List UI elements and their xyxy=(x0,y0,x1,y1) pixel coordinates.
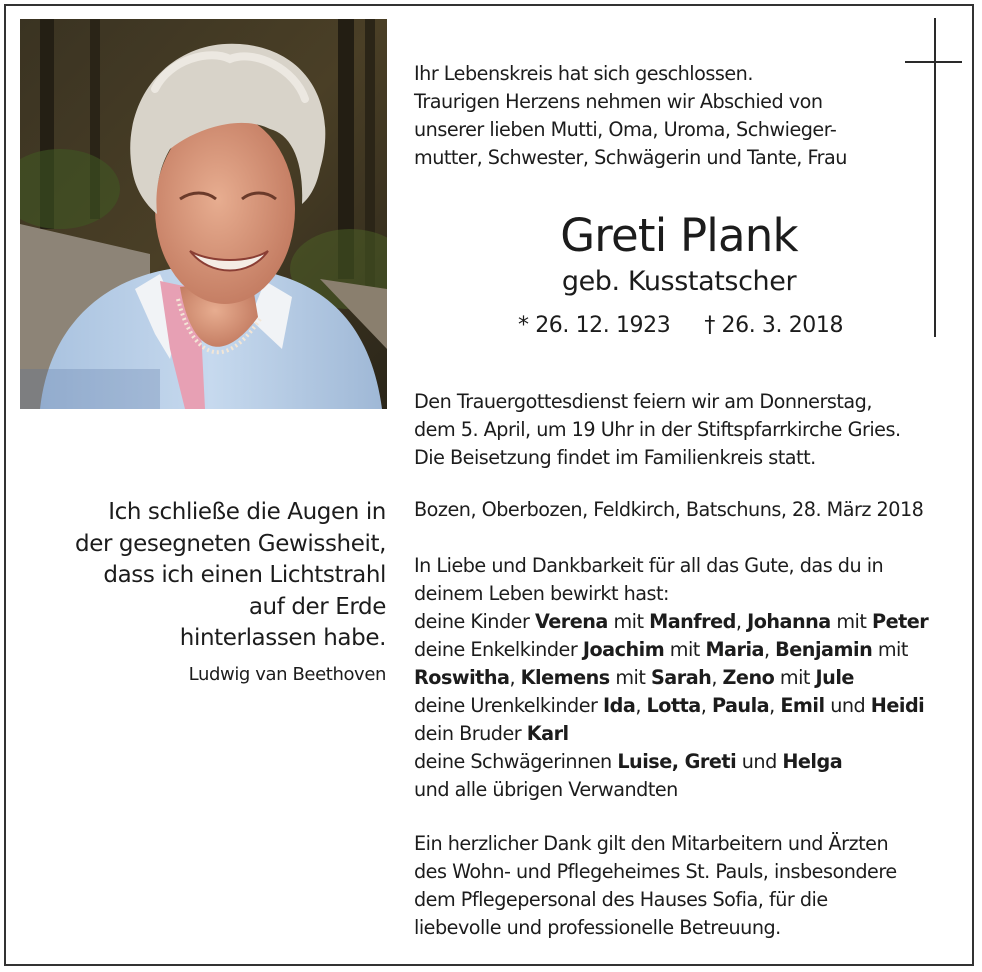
text: , xyxy=(635,694,647,717)
text: , xyxy=(711,666,723,689)
mourner-name: Maria xyxy=(705,638,764,661)
funeral-service-info xyxy=(414,388,954,472)
other-relatives-line: und alle übrigen Verwandten xyxy=(414,778,678,801)
birth-date: * 26. 12. 1923 xyxy=(518,313,671,338)
text: dein Bruder xyxy=(414,722,527,745)
mourner-name: Helga xyxy=(782,750,843,773)
mourner-name: Heidi xyxy=(870,694,925,717)
text: mit xyxy=(872,638,908,661)
mourner-name: Manfred xyxy=(649,610,736,633)
intro-line: mutter, Schwester, Schwägerin und Tante, Frau xyxy=(414,146,847,169)
text: , xyxy=(735,610,748,633)
brother-line xyxy=(414,720,954,748)
deceased-name: Greti Plank xyxy=(560,209,798,262)
intro-line: unserer lieben Mutti, Oma, Uroma, Schwieger- xyxy=(414,118,837,141)
text: mit xyxy=(607,610,650,633)
text: und xyxy=(824,694,871,717)
text: deine Schwägerinnen xyxy=(414,750,618,773)
sisters-in-law-line xyxy=(414,748,954,776)
grandchildren-line xyxy=(414,664,954,692)
text: deine Urenkelkinder xyxy=(414,694,603,717)
thanks-line: des Wohn- und Pflegeheimes St. Pauls, insbesondere xyxy=(414,860,897,883)
service-line: Den Trauergottesdienst feiern wir am Donnerstag, xyxy=(414,390,872,413)
text: deine Kinder xyxy=(414,610,535,633)
text: , xyxy=(700,694,712,717)
grandchildren-line xyxy=(414,636,954,664)
mourners-intro-line: deinem Leben bewirkt hast: xyxy=(414,582,670,605)
quote-line: auf der Erde xyxy=(248,593,386,620)
mourner-name: Verena xyxy=(534,610,608,633)
text: und xyxy=(736,750,783,773)
text: , xyxy=(769,694,781,717)
mourner-name: Karl xyxy=(526,722,569,745)
thanks-text xyxy=(414,830,954,942)
maiden-name: geb. Kusstatscher xyxy=(561,266,797,297)
life-dates xyxy=(518,311,898,341)
mourner-name: Joachim xyxy=(582,638,665,661)
place-and-date: Bozen, Oberbozen, Feldkirch, Batschuns, 28. März 2018 xyxy=(414,498,924,521)
quote-line: dass ich einen Lichtstrahl xyxy=(103,562,386,588)
text: mit xyxy=(830,610,873,633)
mourner-name: Zeno xyxy=(722,666,775,689)
text: mit xyxy=(774,666,816,689)
mourner-name: Klemens xyxy=(520,666,610,689)
quote-line: Ich schließe die Augen in xyxy=(108,499,386,525)
intro-line: Traurigen Herzens nehmen wir Abschied von xyxy=(414,90,823,113)
service-line: Die Beisetzung findet im Familienkreis statt. xyxy=(414,446,816,469)
service-line: dem 5. April, um 19 Uhr in der Stiftspfarrkirche Gries. xyxy=(414,418,901,441)
death-date: † 26. 3. 2018 xyxy=(704,313,844,338)
text: , xyxy=(763,638,776,661)
text: deine Enkelkinder xyxy=(414,638,583,661)
great-grandchildren-line xyxy=(414,692,954,720)
mourner-name: Peter xyxy=(872,610,929,633)
thanks-line: liebevolle und professionelle Betreuung. xyxy=(414,916,781,939)
thanks-line: dem Pflegepersonal des Hauses Sofia, für die xyxy=(414,888,828,911)
mourner-name: Luise, Greti xyxy=(617,750,737,773)
mourners-list xyxy=(414,552,954,804)
intro-line: Ihr Lebenskreis hat sich geschlossen. xyxy=(414,62,753,85)
mourner-name: Sarah xyxy=(650,666,712,689)
text: , xyxy=(509,666,521,689)
mourner-name: Benjamin xyxy=(775,638,873,661)
mourner-name: Johanna xyxy=(747,610,831,633)
text: mit xyxy=(609,666,651,689)
mourner-name: Paula xyxy=(711,694,770,717)
mourner-name: Emil xyxy=(780,694,825,717)
memorial-quote xyxy=(30,497,386,655)
text: mit xyxy=(664,638,706,661)
intro-text xyxy=(414,60,894,172)
mourner-name: Jule xyxy=(815,666,854,689)
portrait-photo xyxy=(20,19,387,409)
mourner-name: Roswitha xyxy=(414,666,510,689)
mourner-name: Ida xyxy=(603,694,636,717)
children-line xyxy=(414,608,954,636)
mourners-intro-line: In Liebe und Dankbarkeit für all das Gute, das du in xyxy=(414,554,884,577)
quote-line: der gesegneten Gewissheit, xyxy=(75,530,386,557)
quote-author: Ludwig van Beethoven xyxy=(188,664,386,685)
thanks-line: Ein herzlicher Dank gilt den Mitarbeitern und Ärzten xyxy=(414,832,889,855)
mourner-name: Lotta xyxy=(646,694,701,717)
quote-line: hinterlassen habe. xyxy=(179,625,386,651)
